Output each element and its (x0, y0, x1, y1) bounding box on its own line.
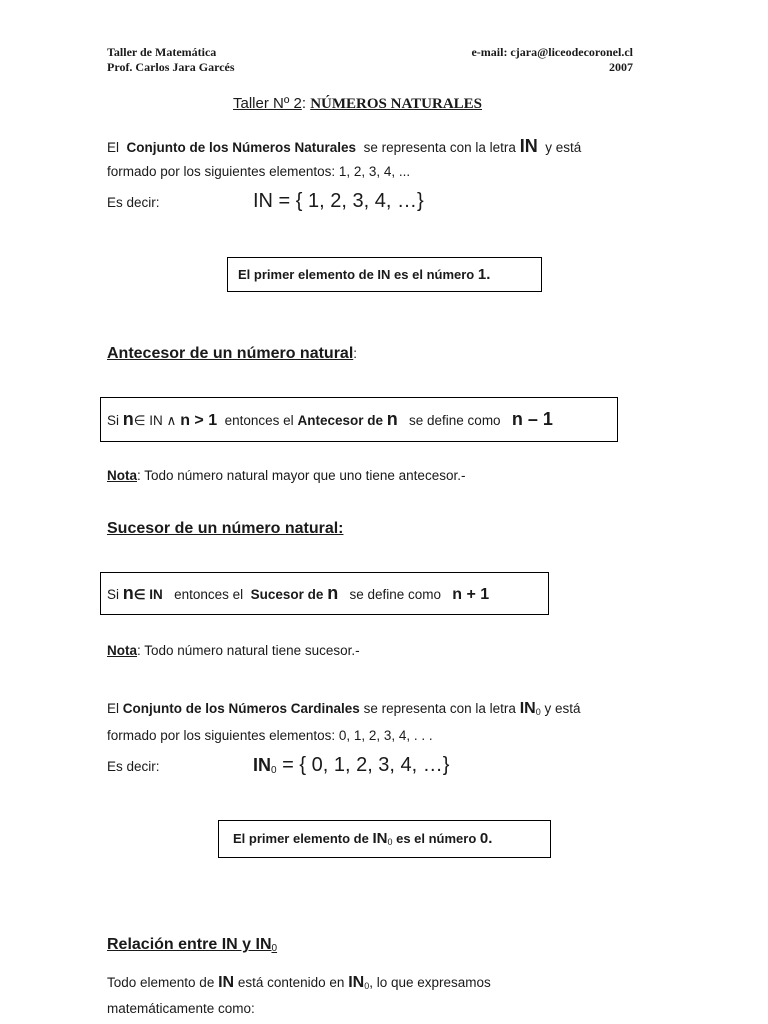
header-course: Taller de Matemática (107, 45, 217, 59)
cardinales-set: $IN_0$ = { 0, 1, 2, 3, 4, …} (253, 754, 450, 776)
sucesor-definition: Si n∈ IN entonces el Sucesor de n se define como n + 1 (107, 583, 490, 603)
cardinales-first-element-box (218, 820, 551, 858)
naturales-set: IN = { 1, 2, 3, 4, …} (253, 190, 424, 212)
sucesor-definition-box (100, 572, 549, 615)
header-right (471, 45, 633, 75)
cardinales-es-decir: Es decir: (107, 759, 160, 774)
cardinales-line1: El Conjunto de los Números Cardinales se representa con la letra $IN_0$ y está (107, 700, 581, 717)
cardinales-box-text: El primer elemento de $IN_0$ es el número 0. (233, 830, 493, 847)
antecesor-definition-box (100, 397, 618, 442)
naturales-first-element-box (227, 257, 542, 292)
relacion-line1: Todo elemento de IN está contenido en $IN_0$, lo que expresamos (107, 974, 491, 991)
naturales-es-decir: Es decir: (107, 195, 160, 210)
header-left (107, 45, 235, 75)
header-professor: Prof. Carlos Jara Garcés (107, 60, 235, 74)
naturales-box-text: El primer elemento de IN es el número 1. (238, 266, 491, 283)
cardinales-line2: formado por los siguientes elementos: 0, 1, 2, 3, 4, . . . (107, 728, 433, 743)
header-year: 2007 (609, 60, 633, 74)
antecesor-heading: Antecesor de un número natural: (107, 345, 358, 362)
sucesor-heading: Sucesor de un número natural: (107, 520, 344, 537)
relacion-line2: matemáticamente como: (107, 1001, 255, 1016)
sucesor-note: Nota: Todo número natural tiene sucesor.- (107, 643, 360, 658)
naturales-line2: formado por los siguientes elementos: 1, 2, 3, 4, ... (107, 164, 411, 179)
relacion-heading: Relación entre IN y $IN_0$ (107, 936, 278, 954)
antecesor-definition: Si n∈ IN ∧ n > 1 entonces el Antecesor de n se define como n – 1 (107, 409, 553, 429)
antecesor-note: Nota: Todo número natural mayor que uno tiene antecesor.- (107, 468, 466, 483)
naturales-line1: El Conjunto de los Números Naturales se representa con la letra IN y está (107, 136, 582, 156)
page-title: Taller Nº 2: NÚMEROS NATURALES (233, 95, 483, 112)
header-email: e-mail: cjara@liceodecoronel.cl (471, 45, 633, 59)
